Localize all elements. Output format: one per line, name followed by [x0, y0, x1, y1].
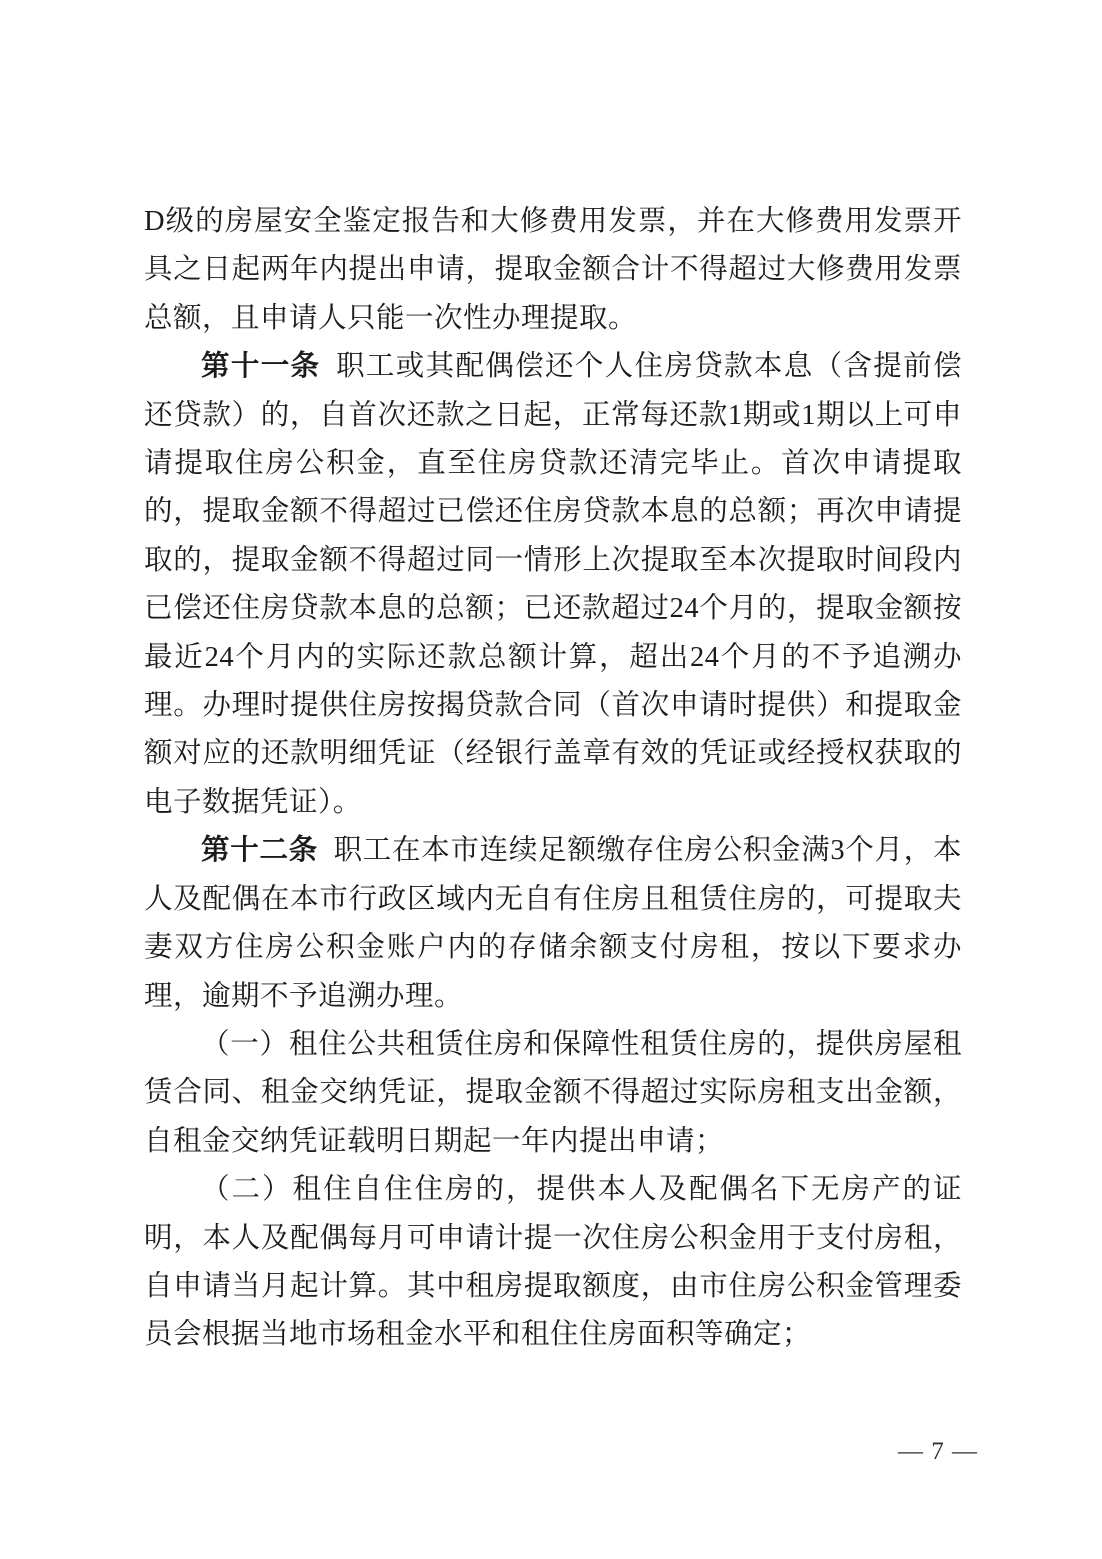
- paragraph-text: D级的房屋安全鉴定报告和大修费用发票，并在大修费用发票开具之日起两年内提出申请，提取金额合计不得超过大修费用发票总额，且申请人只能一次性办理提取。: [144, 206, 962, 334]
- item-1-paragraph: [144, 1021, 962, 1166]
- paragraph-text: 职工在本市连续足额缴存住房公积金满3个月，本人及配偶在本市行政区域内无自有住房且租赁住房的，可提取夫妻双方住房公积金账户内的存储余额支付房租，按以下要求办理，逾期不予追溯办理。: [144, 835, 962, 1012]
- article-12-heading: 第十二条: [201, 835, 318, 867]
- paragraph-text: 职工或其配偶偿还个人住房贷款本息（含提前偿还贷款）的，自首次还款之日起，正常每还款1期或1期以上可申请提取住房公积金，直至住房贷款还清完毕止。首次申请提取的，提取金额不得超过已偿还住房贷款本息的总额；再次申请提取的，提取金额不得超过同一情形上次提取至本次提取时间段内已偿还住房贷款本息的总额；已还款超过24个月的，提取金额按最近24个月内的实际还款总额计算，超出24个月的不予追溯办理。办理时提供住房按揭贷款合同（首次申请时提供）和提取金额对应的还款明细凭证（经银行盖章有效的凭证或经授权获取的电子数据凭证）。: [144, 351, 962, 818]
- page-footer: [898, 1438, 978, 1466]
- article-12-paragraph: [144, 827, 962, 1021]
- page-number: — 7 —: [898, 1438, 978, 1465]
- article-11-heading: 第十一条: [201, 351, 321, 383]
- paragraph-text: （一）租住公共租赁住房和保障性租赁住房的，提供房屋租赁合同、租金交纳凭证，提取金额不得超过实际房租支出金额，自租金交纳凭证载明日期起一年内提出申请；: [144, 1028, 962, 1157]
- paragraph-text: （二）租住自住住房的，提供本人及配偶名下无房产的证明，本人及配偶每月可申请计提一次住房公积金用于支付房租，自申请当月起计算。其中租房提取额度，由市住房公积金管理委员会根据当地市场租金水平和租住住房面积等确定；: [144, 1174, 962, 1351]
- document-body: [144, 198, 962, 1360]
- paragraph-continuation: [144, 198, 962, 343]
- article-11-paragraph: [144, 343, 962, 827]
- item-2-paragraph: [144, 1166, 962, 1360]
